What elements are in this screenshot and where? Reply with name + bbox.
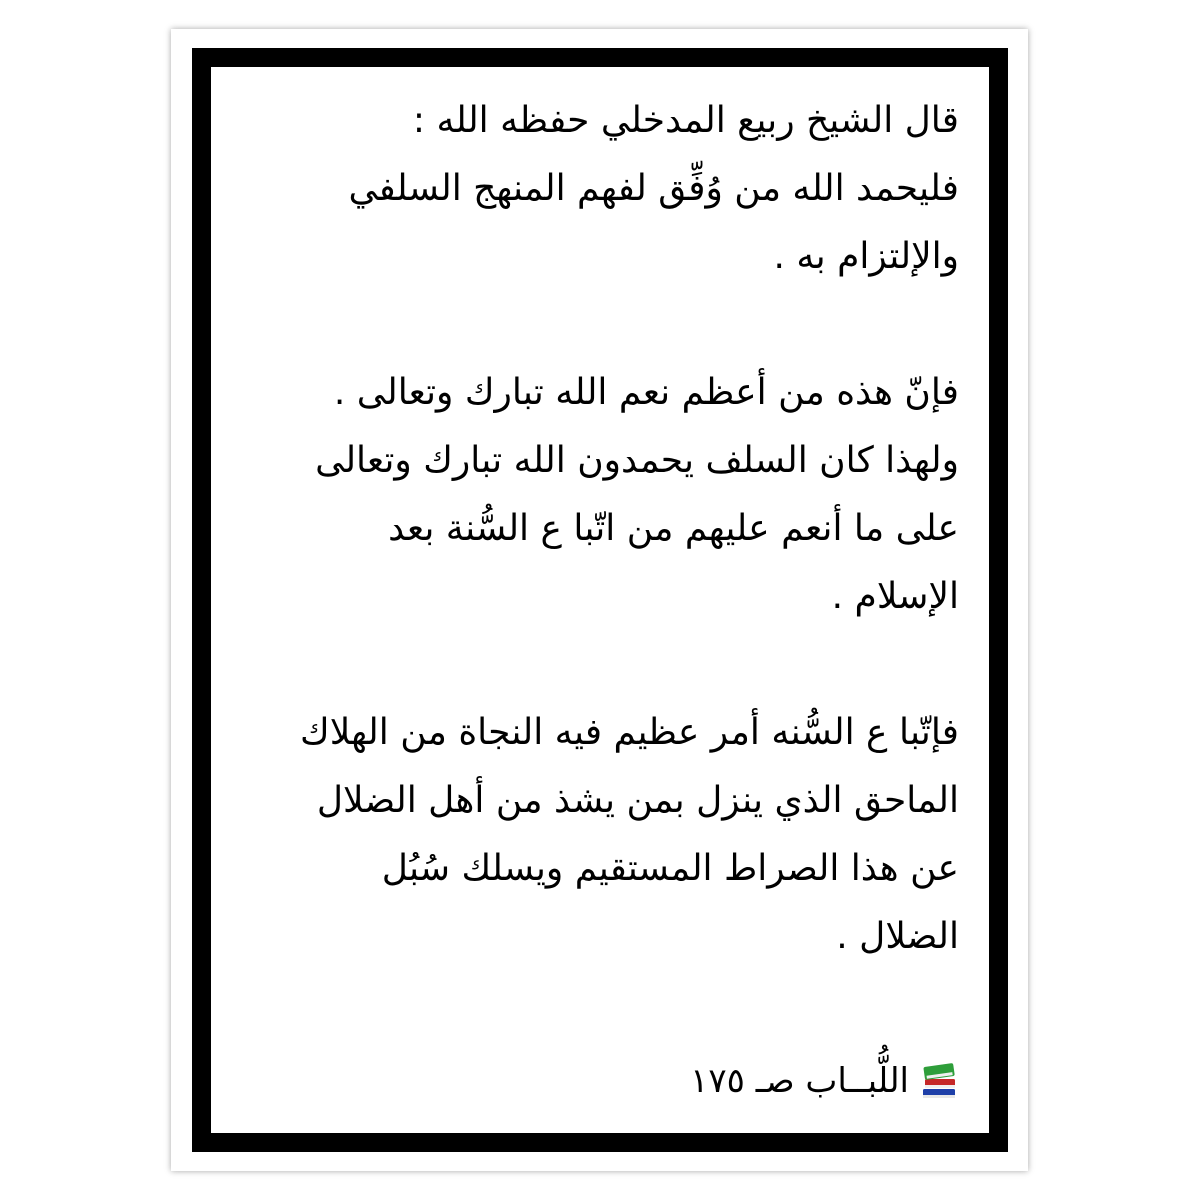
source-text: اللُّبــاب صـ ١٧٥ [690, 1061, 909, 1101]
para2-line4: الإسلام . [831, 576, 959, 617]
para3-line1: فإتّبا ع السُّنه أمر عظيم فيه النجاة من الهلاك [300, 712, 959, 753]
quote-text [259, 87, 959, 971]
para3-line3: عن هذا الصراط المستقيم ويسلك سُبُل [381, 848, 959, 889]
source-citation [690, 1059, 959, 1103]
books-icon [919, 1059, 959, 1103]
para1-line2: والإلتزام به . [773, 236, 959, 277]
paragraph-gap [259, 291, 959, 359]
paragraph-gap [259, 631, 959, 699]
para3-line4: الضلال . [836, 916, 959, 957]
para2-line1: فإنّ هذه من أعظم نعم الله تبارك وتعالى . [333, 372, 959, 413]
para1-line1: فليحمد الله من وُفِّق لفهم المنهج السلفي [348, 168, 959, 209]
intro-line: قال الشيخ ربيع المدخلي حفظه الله : [412, 100, 959, 141]
para2-line3: على ما أنعم عليهم من اتّبا ع السُّنة بعد [388, 508, 959, 549]
para2-line2: ولهذا كان السلف يحمدون الله تبارك وتعالى [315, 440, 959, 481]
para3-line2: الماحق الذي ينزل بمن يشذ من أهل الضلال [316, 780, 959, 821]
content-box [211, 67, 989, 1133]
